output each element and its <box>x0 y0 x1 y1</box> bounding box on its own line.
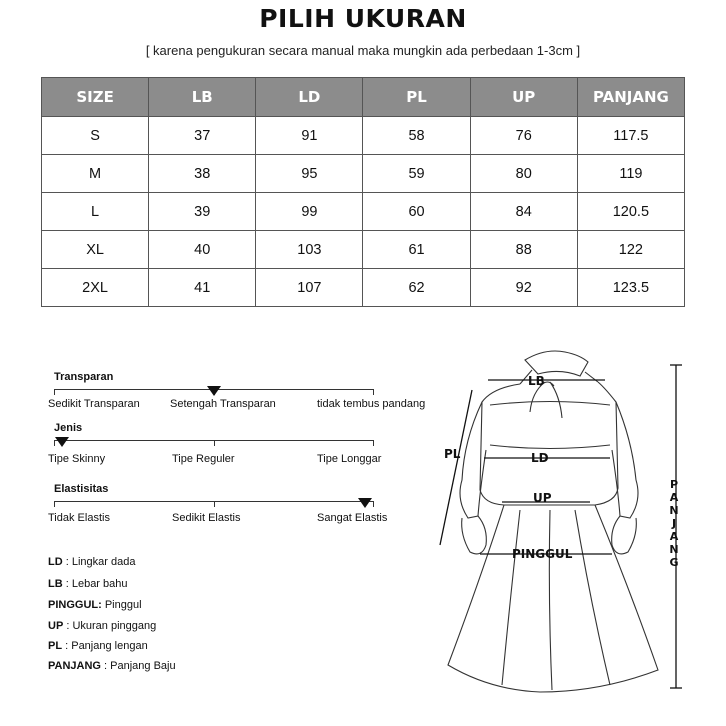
legend-abbr: PANJANG <box>48 660 101 672</box>
legend-desc: : Lebar bahu <box>62 578 128 590</box>
label-pl: PL <box>444 447 461 461</box>
legend-item-lb <box>48 578 128 590</box>
table-cell: 95 <box>256 155 363 193</box>
table-cell: 58 <box>363 117 470 155</box>
scale-title: Elastisitas <box>54 483 109 495</box>
label-panjang-letter: N <box>669 543 679 556</box>
legend-item-pl <box>48 640 148 652</box>
table-header-row <box>42 78 685 117</box>
pl-line <box>440 390 472 545</box>
table-row <box>42 269 685 307</box>
header-lb: LB <box>149 78 256 117</box>
table-cell: 76 <box>470 117 577 155</box>
label-pinggul: PINGGUL <box>512 547 573 561</box>
scale-label: Tidak Elastis <box>48 512 110 524</box>
table-cell: 117.5 <box>577 117 684 155</box>
scale-title: Transparan <box>54 371 114 383</box>
bodice-outline <box>480 382 618 505</box>
table-cell: 91 <box>256 117 363 155</box>
label-lb: LB <box>528 374 545 388</box>
legend-abbr: UP <box>48 620 64 632</box>
scale-tick <box>54 389 55 395</box>
scale-label: Tipe Longgar <box>317 453 382 465</box>
legend-abbr: LB <box>48 578 63 590</box>
scale-tick <box>373 389 374 395</box>
table-row <box>42 155 685 193</box>
scale-label: Tipe Skinny <box>48 453 106 465</box>
scale-tick <box>214 501 215 507</box>
legend-desc: : Panjang lengan <box>62 640 148 652</box>
legend-item-panjang <box>48 660 176 672</box>
table-cell: 41 <box>149 269 256 307</box>
table-cell: XL <box>42 231 149 269</box>
table-cell: 107 <box>256 269 363 307</box>
legend-desc: : Lingkar dada <box>62 556 136 568</box>
scale-label: Tipe Reguler <box>172 453 235 465</box>
legend-abbr: LD <box>48 556 63 568</box>
table-cell: 80 <box>470 155 577 193</box>
label-panjang-letter: J <box>671 517 677 530</box>
skirt-outline <box>448 505 658 692</box>
table-cell: 92 <box>470 269 577 307</box>
legend-desc: Pinggul <box>101 599 142 611</box>
header-pl: PL <box>363 78 470 117</box>
header-panjang: PANJANG <box>577 78 684 117</box>
selected-marker-icon <box>55 437 69 447</box>
table-cell: L <box>42 193 149 231</box>
table-cell: 38 <box>149 155 256 193</box>
legend-abbr: PINGGUL: <box>48 599 102 611</box>
scale-tick <box>373 501 374 507</box>
table-cell: 60 <box>363 193 470 231</box>
scale-jenis <box>0 419 440 479</box>
table-row <box>42 193 685 231</box>
table-cell: 103 <box>256 231 363 269</box>
scale-tick <box>54 501 55 507</box>
table-cell: 122 <box>577 231 684 269</box>
header-up: UP <box>470 78 577 117</box>
table-cell: 37 <box>149 117 256 155</box>
scale-label: Sangat Elastis <box>317 512 388 524</box>
scale-label: tidak tembus pandang <box>317 398 426 410</box>
scale-label: Sedikit Transparan <box>48 398 140 410</box>
scale-elastisitas <box>0 480 440 540</box>
table-cell: 62 <box>363 269 470 307</box>
label-panjang-letter: A <box>669 530 679 543</box>
table-cell: M <box>42 155 149 193</box>
table-cell: 119 <box>577 155 684 193</box>
left-cuff <box>462 516 487 554</box>
table-cell: 59 <box>363 155 470 193</box>
right-cuff <box>612 516 637 554</box>
legend-desc: : Ukuran pinggang <box>63 620 157 632</box>
label-panjang-letter: N <box>669 504 679 517</box>
label-panjang-letter: A <box>669 491 679 504</box>
table-cell: 120.5 <box>577 193 684 231</box>
legend-desc: : Panjang Baju <box>100 660 176 672</box>
dress-illustration <box>420 340 710 720</box>
selected-marker-icon <box>358 498 372 508</box>
table-cell: 61 <box>363 231 470 269</box>
legend-item-ld <box>48 556 135 568</box>
legend-item-pinggul <box>48 599 142 611</box>
page-subtitle: [ karena pengukuran secara manual maka mungkin ada perbedaan 1-3cm ] <box>145 43 581 58</box>
skirt-folds <box>502 510 610 690</box>
table-cell: 40 <box>149 231 256 269</box>
scale-label: Setengah Transparan <box>170 398 276 410</box>
legend-item-up <box>48 620 156 632</box>
header-size: SIZE <box>42 78 149 117</box>
header-ld: LD <box>256 78 363 117</box>
table-row <box>42 231 685 269</box>
table-cell: S <box>42 117 149 155</box>
table-row <box>42 117 685 155</box>
size-table <box>41 77 685 307</box>
table-cell: 39 <box>149 193 256 231</box>
label-up: UP <box>533 491 552 505</box>
scale-label: Sedikit Elastis <box>172 512 241 524</box>
label-panjang-letter: P <box>669 478 679 491</box>
table-cell: 88 <box>470 231 577 269</box>
label-ld: LD <box>531 451 549 465</box>
legend-abbr: PL <box>48 640 63 652</box>
collar-shape <box>525 351 588 376</box>
table-cell: 84 <box>470 193 577 231</box>
table-cell: 99 <box>256 193 363 231</box>
page-title: PILIH UKURAN <box>259 4 467 33</box>
label-panjang-letter: G <box>669 556 679 569</box>
table-cell: 2XL <box>42 269 149 307</box>
yoke-lines <box>490 402 610 449</box>
scale-title: Jenis <box>54 422 83 434</box>
table-cell: 123.5 <box>577 269 684 307</box>
scale-tick <box>373 440 374 446</box>
selected-marker-icon <box>207 386 221 396</box>
scale-tick <box>214 440 215 446</box>
